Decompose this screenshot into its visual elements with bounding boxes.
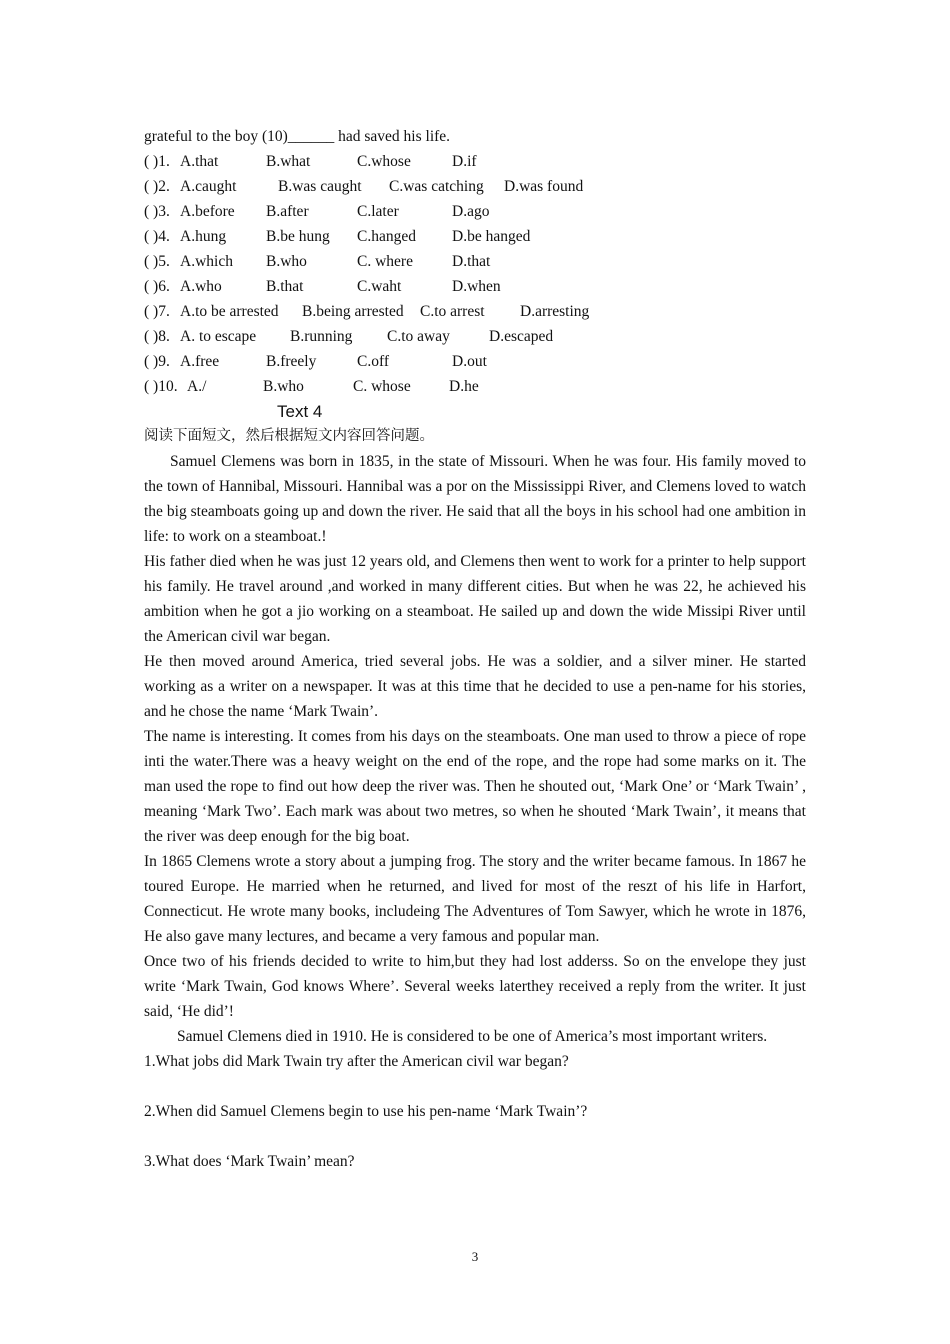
- option-a: A.caught: [180, 178, 237, 195]
- question-row: [144, 299, 806, 324]
- option-b: B.being arrested: [302, 303, 404, 320]
- instruction: 阅读下面短文，然后根据短文内容回答问题。: [144, 428, 434, 444]
- option-c: C.hanged: [357, 228, 416, 245]
- question-number: ( )6.: [144, 278, 170, 295]
- option-a: A.hung: [180, 228, 227, 245]
- option-a: A.to be arrested: [180, 303, 279, 320]
- option-c: C. where: [357, 253, 413, 270]
- answer-question-2: 2.When did Samuel Clemens begin to use his pen-name ‘Mark Twain’?: [144, 1103, 588, 1120]
- option-c: C. whose: [353, 378, 411, 395]
- option-d: D.arresting: [520, 303, 590, 320]
- option-d: D.he: [449, 378, 479, 395]
- answer-space-2: [144, 1124, 806, 1149]
- question-number: ( )3.: [144, 203, 170, 220]
- paragraph-2: His father died when he was just 12 years old, and Clemens then went to work for a printer to help support his family. He travel around ,and worked in many different cities. But when he was 22, he achieved his ambition when he got a jio working on a steamboat. He sailed up and down the wide Missipi River until the American civil war began.: [144, 553, 806, 645]
- option-a: A.which: [180, 253, 233, 270]
- option-a: A. to escape: [180, 328, 257, 345]
- option-b: B.running: [290, 328, 353, 345]
- option-c: C.off: [357, 353, 390, 370]
- answer-space-1: [144, 1074, 806, 1099]
- section-title: Text 4: [277, 402, 323, 421]
- option-b: B.after: [266, 203, 309, 220]
- answer-question-1: 1.What jobs did Mark Twain try after the American civil war began?: [144, 1053, 569, 1070]
- option-a: A./: [187, 378, 207, 395]
- paragraph-6: Once two of his friends decided to write to him,but they had lost adderss. So on the envelope they just write ‘Mark Twain, God knows Where’. Several weeks laterthey received a reply from the writer. It just said, ‘He did’!: [144, 953, 806, 1020]
- option-b: B.who: [263, 378, 304, 395]
- question-number: ( )10.: [144, 378, 178, 395]
- intro-line: grateful to the boy (10)______ had saved his life.: [144, 128, 451, 145]
- option-d: D.be hanged: [452, 228, 531, 245]
- option-d: D.out: [452, 353, 487, 370]
- option-d: D.that: [452, 253, 491, 270]
- option-a: A.who: [180, 278, 222, 295]
- answer-question-3: 3.What does ‘Mark Twain’ mean?: [144, 1153, 355, 1170]
- option-c: C.whose: [357, 153, 411, 170]
- question-row: [144, 349, 806, 374]
- page-content: [144, 124, 806, 1174]
- paragraph-1: Samuel Clemens was born in 1835, in the state of Missouri. When he was four. His family moved to the town of Hannibal, Missouri. Hannibal was a por on the Mississippi River, and Clemens loved to watch the big steamboats going up and down the river. He said that all the boys in his school had one ambition in life: to work on a steamboat.!: [144, 453, 806, 545]
- option-d: D.when: [452, 278, 501, 295]
- question-row: [144, 149, 806, 174]
- question-row: [144, 199, 806, 224]
- question-number: ( )9.: [144, 353, 170, 370]
- option-c: C.to away: [387, 328, 450, 345]
- paragraph-3: He then moved around America, tried several jobs. He was a soldier, and a silver miner. He started working as a writer on a newspaper. It was at this time that he decided to use a pen-name for his stories, and he chose the name ‘Mark Twain’.: [144, 653, 806, 720]
- option-b: B.was caught: [278, 178, 362, 195]
- option-c: C.waht: [357, 278, 402, 295]
- question-row: [144, 374, 806, 399]
- paragraph-7: Samuel Clemens died in 1910. He is considered to be one of America’s most important writers.: [177, 1028, 768, 1045]
- option-b: B.who: [266, 253, 307, 270]
- question-row: [144, 324, 806, 349]
- option-d: D.ago: [452, 203, 490, 220]
- option-b: B.be hung: [266, 228, 330, 245]
- question-row: [144, 224, 806, 249]
- question-number: ( )2.: [144, 178, 170, 195]
- paragraph-5: In 1865 Clemens wrote a story about a jumping frog. The story and the writer became famous. In 1867 he toured Europe. He married when he returned, and lived for most of the reszt of his life in Harfort, Connecticut. He wrote many books, includeing The Adventures of Tom Sawyer, which he wrote in 1876, He also gave many lectures, and became a very famous and popular man.: [144, 853, 806, 945]
- option-b: B.that: [266, 278, 304, 295]
- option-d: D.was found: [504, 178, 584, 195]
- choice-questions: [144, 149, 806, 399]
- page-number: 3: [471, 1249, 479, 1264]
- option-d: D.if: [452, 153, 477, 170]
- option-c: C.was catching: [389, 178, 484, 195]
- question-number: ( )5.: [144, 253, 170, 270]
- question-number: ( )8.: [144, 328, 170, 345]
- option-c: C.later: [357, 203, 399, 220]
- question-number: ( )1.: [144, 153, 170, 170]
- question-row: [144, 174, 806, 199]
- option-a: A.that: [180, 153, 219, 170]
- question-row: [144, 274, 806, 299]
- option-b: B.what: [266, 153, 311, 170]
- question-number: ( )7.: [144, 303, 170, 320]
- option-d: D.escaped: [489, 328, 554, 345]
- option-b: B.freely: [266, 353, 317, 370]
- option-c: C.to arrest: [420, 303, 485, 320]
- option-a: A.free: [180, 353, 220, 370]
- question-number: ( )4.: [144, 228, 170, 245]
- option-a: A.before: [180, 203, 235, 220]
- paragraph-4: The name is interesting. It comes from his days on the steamboats. One man used to throw a piece of rope inti the water.There was a heavy weight on the end of the rope, and the rope had some marks on it. The man used the rope to find out how deep the river was. Then he shouted out, ‘Mark One’ or ‘Mark Twain’ , meaning ‘Mark Two’. Each mark was about two metres, so when he shouted ‘Mark Twain’, it means that the river was deep enough for the big boat.: [144, 728, 806, 845]
- question-row: [144, 249, 806, 274]
